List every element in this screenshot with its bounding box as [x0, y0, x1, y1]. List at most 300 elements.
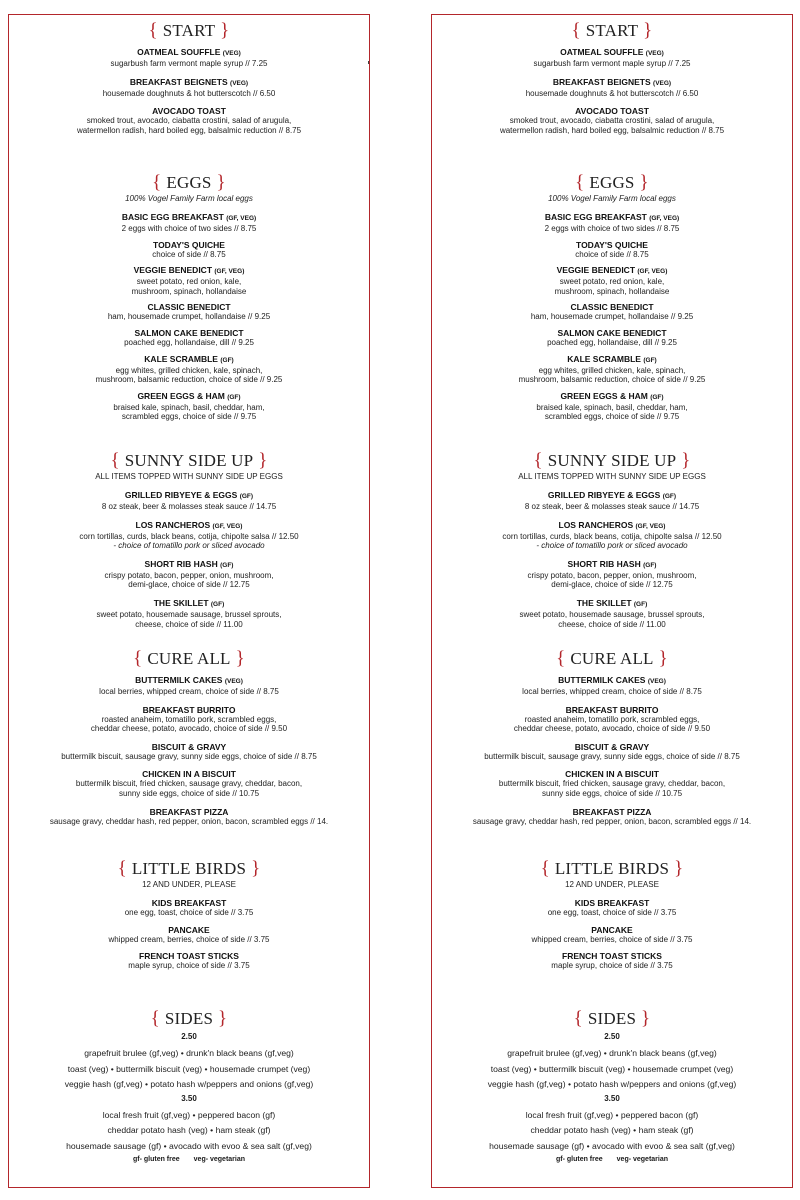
close-brace: }	[669, 858, 684, 879]
section-title	[432, 21, 792, 41]
menu-item-description: 8 oz steak, beer & molasses steak sauce // 14.75	[524, 502, 700, 511]
side-list-line: veggie hash (gf,veg) • potato hash w/peppers and onions (gf,veg)	[487, 1079, 737, 1089]
menu-item	[9, 47, 369, 69]
menu-item-name	[432, 354, 792, 366]
menu-item-name	[432, 106, 792, 116]
menu-item-name-text: LOS RANCHEROS	[135, 519, 211, 530]
menu-item-name	[432, 769, 792, 779]
menu-item	[9, 265, 369, 296]
menu-item-name	[9, 675, 369, 687]
dietary-tag: (VEG)	[653, 79, 672, 87]
menu-item	[9, 490, 369, 512]
menu-item	[9, 807, 369, 827]
open-brace: {	[571, 20, 586, 41]
section-title	[9, 1009, 369, 1029]
menu-item-name-text: OATMEAL SOUFFLE	[137, 47, 221, 57]
close-brace: }	[246, 858, 261, 879]
section-title-text: SUNNY SIDE UP	[124, 451, 254, 470]
menu-item-name	[9, 354, 369, 366]
dietary-tag: (GF)	[210, 600, 225, 608]
dietary-tag: (GF)	[227, 393, 241, 401]
section-title-text: LITTLE BIRDS	[131, 859, 247, 878]
menu-item-description: watermellon radish, hard boiled egg, balsalmic reduction // 8.75	[76, 125, 302, 135]
menu-item-name-text: CLASSIC BENEDICT	[147, 302, 231, 313]
menu-item-description: housemade doughnuts & hot butterscotch // 6.50	[525, 88, 699, 98]
side-list-line: grapefruit brulee (gf,veg) • drunk'n black beans (gf,veg)	[84, 1048, 294, 1058]
menu-item-name-text: CHICKEN IN A BISCUIT	[142, 769, 236, 780]
menu-item-name-text: OATMEAL SOUFFLE	[560, 47, 644, 57]
menu-item	[9, 391, 369, 422]
menu-item-name-text: GREEN EGGS & HAM	[137, 390, 225, 401]
menu-item-description: choice of side // 8.75	[152, 249, 226, 259]
menu-section	[432, 21, 792, 135]
menu-item-name-text: FRENCH TOAST STICKS	[562, 951, 662, 962]
menu-item-name	[432, 598, 792, 610]
menu-item-name-text: GRILLED RIBYEYE & EGGS	[547, 490, 661, 500]
menu-item-name-text: BREAKFAST BURRITO	[142, 704, 236, 715]
menu-item-description: maple syrup, choice of side // 3.75	[128, 961, 250, 971]
menu-item-name	[9, 106, 369, 116]
menu-item	[432, 391, 792, 422]
open-brace: {	[110, 450, 125, 471]
menu-section	[432, 173, 792, 422]
dietary-tag: (VEG)	[645, 50, 664, 57]
menu-item-name	[9, 705, 369, 715]
section-title	[432, 649, 792, 669]
menu-item-description: sausage gravy, cheddar hash, red pepper, onion, bacon, scrambled eggs // 14.	[472, 816, 752, 826]
menu-section	[432, 649, 792, 826]
menu-item	[432, 520, 792, 551]
menu-item-description: smoked trout, avocado, ciabatta crostini, salad of arugula,	[86, 116, 292, 126]
menu-item	[9, 106, 369, 135]
menu-item-name-text: SALMON CAKE BENEDICT	[557, 327, 667, 338]
side-list-line: local fresh fruit (gf,veg) • peppered bacon (gf)	[102, 1109, 276, 1120]
side-list-line: housemade sausage (gf) • avocado with evoo & sea salt (gf,veg)	[66, 1140, 312, 1151]
dietary-tag: (VEG)	[647, 678, 666, 685]
menu-item-name-text: CHICKEN IN A BISCUIT	[565, 769, 659, 780]
side-list-line: toast (veg) • buttermilk biscuit (veg) • housemade crumpet (veg)	[67, 1063, 311, 1074]
menu-item-description: cheddar cheese, potato, avocado, choice of side // 9.50	[513, 724, 711, 734]
menu-item-description: ham, housemade crumpet, hollandaise // 9.25	[530, 312, 694, 322]
menu-item-name	[432, 742, 792, 752]
menu-item-description: whipped cream, berries, choice of side // 3.75	[108, 934, 270, 944]
menu-item-name-text: TODAY'S QUICHE	[576, 239, 648, 250]
menu-item-description: sweet potato, housemade sausage, brussel sprouts,	[96, 609, 282, 619]
menu-item-description: cheese, choice of side // 11.00	[558, 619, 666, 629]
section-title-text: EGGS	[589, 173, 635, 192]
menu-item-description: local berries, whipped cream, choice of side // 8.75	[522, 687, 702, 696]
section-subtitle: 100% Vogel Family Farm local eggs	[125, 194, 253, 203]
menu-item	[432, 47, 792, 69]
menu-item-description: corn tortillas, curds, black beans, cotija, chipolte salsa // 12.50	[502, 531, 722, 541]
section-title	[432, 173, 792, 193]
dietary-tag: (GF, VEG)	[637, 268, 668, 276]
dietary-tag: (VEG)	[230, 79, 249, 87]
menu-item-description: mushroom, spinach, hollandaise	[131, 286, 247, 296]
menu-item-name	[432, 925, 792, 935]
menu-item	[9, 742, 369, 762]
menu-item-name-text: KIDS BREAKFAST	[151, 898, 227, 908]
sides-price: 3.50	[604, 1093, 620, 1103]
menu-item-description: one egg, toast, choice of side // 3.75	[547, 908, 677, 917]
menu-item-description: braised kale, spinach, basil, cheddar, ham,	[536, 402, 688, 412]
open-brace: {	[152, 172, 167, 193]
menu-item	[432, 951, 792, 971]
close-brace: }	[253, 450, 268, 471]
menu-item-name	[9, 807, 369, 817]
menu-item	[432, 490, 792, 512]
legend-entry: gf- gluten free	[132, 1156, 180, 1163]
menu-item-name	[432, 212, 792, 224]
menu-item-description: scrambled eggs, choice of side // 9.75	[121, 412, 257, 422]
menu-item-name-text: SALMON CAKE BENEDICT	[134, 327, 244, 338]
menu-section	[432, 859, 792, 971]
menu-item-name-text: VEGGIE BENEDICT	[556, 265, 636, 276]
menu-item-description: - choice of tomatillo pork or sliced avocado	[536, 541, 688, 551]
menu-item-name	[432, 490, 792, 502]
menu-panel-right	[431, 14, 793, 1188]
menu-item-name	[432, 265, 792, 277]
menu-item-description: sunny side eggs, choice of side // 10.75	[118, 788, 260, 798]
section-title	[9, 859, 369, 879]
close-brace: }	[634, 172, 649, 193]
menu-item-description: - choice of tomatillo pork or sliced avocado	[113, 541, 265, 551]
close-brace: }	[653, 648, 668, 669]
menu-item-name	[9, 898, 369, 908]
menu-item-name	[432, 705, 792, 715]
menu-item-description: 8 oz steak, beer & molasses steak sauce // 14.75	[101, 502, 277, 511]
menu-item-name	[432, 47, 792, 59]
menu-item-name	[432, 675, 792, 687]
menu-item-description: whipped cream, berries, choice of side // 3.75	[531, 934, 693, 944]
menu-item-name-text: THE SKILLET	[576, 597, 632, 608]
dietary-tag: (GF, VEG)	[212, 522, 243, 530]
menu-item-description: sunny side eggs, choice of side // 10.75	[541, 788, 683, 798]
menu-item-name-text: CLASSIC BENEDICT	[570, 302, 654, 313]
menu-item	[9, 898, 369, 918]
menu-item-description: roasted anaheim, tomatillo pork, scrambled eggs,	[524, 714, 700, 724]
menu-item-name-text: BASIC EGG BREAKFAST	[544, 212, 647, 222]
menu-item	[9, 769, 369, 798]
sides-price: 3.50	[181, 1093, 197, 1103]
section-title	[9, 649, 369, 669]
menu-item	[432, 598, 792, 629]
menu-item-name	[432, 520, 792, 532]
menu-item-name-text: THE SKILLET	[153, 597, 209, 608]
menu-item-description: poached egg, hollandaise, dill // 9.25	[124, 337, 254, 347]
menu-item	[432, 925, 792, 945]
menu-item-name	[432, 77, 792, 89]
dietary-tag: (GF, VEG)	[226, 215, 257, 222]
section-subtitle: ALL ITEMS TOPPED WITH SUNNY SIDE UP EGGS	[518, 472, 706, 481]
menu-item-name-text: BISCUIT & GRAVY	[151, 741, 227, 752]
close-brace: }	[638, 20, 653, 41]
legend-entry: veg- vegetarian	[616, 1156, 669, 1163]
dietary-legend	[432, 1155, 792, 1165]
menu-item-name-text: LOS RANCHEROS	[558, 519, 634, 530]
menu-item-description: egg whites, grilled chicken, kale, spinach,	[115, 365, 263, 375]
open-brace: {	[533, 450, 548, 471]
menu-item-name	[9, 925, 369, 935]
dietary-tag: (GF, VEG)	[649, 215, 680, 222]
menu-item	[432, 705, 792, 734]
open-brace: {	[556, 648, 571, 669]
close-brace: }	[215, 20, 230, 41]
menu-item-description: sugarbush farm vermont maple syrup // 7.25	[110, 59, 268, 68]
menu-item-name-text: VEGGIE BENEDICT	[133, 265, 213, 276]
menu-item	[432, 77, 792, 99]
side-list-line: toast (veg) • buttermilk biscuit (veg) • housemade crumpet (veg)	[490, 1063, 734, 1074]
menu-item-name	[432, 328, 792, 338]
section-title-text: START	[585, 21, 639, 40]
menu-item-description: 2 eggs with choice of two sides // 8.75	[544, 224, 680, 233]
menu-item	[9, 925, 369, 945]
menu-section	[9, 859, 369, 971]
menu-item-name	[9, 742, 369, 752]
open-brace: {	[573, 1008, 588, 1029]
dietary-tag: (GF, VEG)	[214, 268, 245, 276]
menu-item-name	[9, 265, 369, 277]
section-title-text: START	[162, 21, 216, 40]
menu-item-description: cheese, choice of side // 11.00	[135, 619, 243, 629]
sides-section	[432, 1009, 792, 1165]
menu-item-name	[9, 77, 369, 89]
legend-entry: veg- vegetarian	[193, 1156, 246, 1163]
menu-item	[432, 769, 792, 798]
menu-item-description: one egg, toast, choice of side // 3.75	[124, 908, 254, 917]
menu-item	[9, 240, 369, 260]
menu-item-name-text: FRENCH TOAST STICKS	[139, 951, 239, 962]
menu-section	[432, 451, 792, 629]
menu-item	[9, 302, 369, 322]
menu-item-description: egg whites, grilled chicken, kale, spinach,	[538, 365, 686, 375]
dietary-legend	[9, 1155, 369, 1165]
section-title-text: CURE ALL	[570, 649, 654, 668]
section-title-text: LITTLE BIRDS	[554, 859, 670, 878]
section-title	[432, 1009, 792, 1029]
menu-item	[9, 951, 369, 971]
menu-item	[432, 212, 792, 234]
menu-item-description: 2 eggs with choice of two sides // 8.75	[121, 224, 257, 233]
menu-item-name-text: PANCAKE	[591, 924, 633, 935]
menu-item-name-text: BUTTERMILK CAKES	[135, 675, 223, 685]
menu-item-description: demi-glace, choice of side // 12.75	[128, 580, 250, 590]
dietary-tag: (GF)	[643, 561, 657, 569]
section-subtitle: 12 AND UNDER, PLEASE	[142, 880, 236, 889]
menu-item-name-text: PANCAKE	[168, 924, 210, 935]
menu-panel-left	[8, 14, 370, 1188]
side-list-line: grapefruit brulee (gf,veg) • drunk'n black beans (gf,veg)	[507, 1048, 717, 1058]
menu-item-name	[9, 240, 369, 250]
menu-item	[432, 742, 792, 762]
menu-item	[432, 328, 792, 348]
menu-item-name	[432, 898, 792, 908]
menu-section	[9, 173, 369, 422]
dietary-tag: (GF)	[220, 561, 234, 569]
menu-item-name	[9, 391, 369, 403]
menu-item-description: buttermilk biscuit, fried chicken, sausage gravy, cheddar, bacon,	[498, 779, 726, 789]
dietary-tag: (VEG)	[222, 50, 241, 57]
menu-item	[432, 240, 792, 260]
menu-item-name-text: KALE SCRAMBLE	[567, 353, 641, 364]
open-brace: {	[575, 172, 590, 193]
section-title	[432, 451, 792, 471]
menu-item-description: crispy potato, bacon, pepper, onion, mushroom,	[527, 570, 697, 580]
side-list-line: cheddar potato hash (veg) • ham steak (gf)	[107, 1125, 271, 1135]
menu-item	[432, 559, 792, 590]
menu-item	[432, 807, 792, 827]
menu-item-description: buttermilk biscuit, sausage gravy, sunny side eggs, choice of side // 8.75	[484, 751, 740, 761]
menu-item-description: crispy potato, bacon, pepper, onion, mushroom,	[104, 570, 274, 580]
dietary-tag: (VEG)	[224, 678, 243, 685]
section-title-text: SUNNY SIDE UP	[547, 451, 677, 470]
open-brace: {	[117, 858, 132, 879]
menu-item-name-text: BREAKFAST PIZZA	[149, 806, 229, 817]
menu-item-name-text: TODAY'S QUICHE	[153, 239, 225, 250]
section-title	[9, 451, 369, 471]
menu-item-description: roasted anaheim, tomatillo pork, scrambled eggs,	[101, 714, 277, 724]
menu-item-description: mushroom, balsamic reduction, choice of side // 9.25	[95, 375, 283, 385]
menu-item-name	[9, 598, 369, 610]
menu-item	[9, 328, 369, 348]
menu-item-name	[432, 391, 792, 403]
menu-item-name-text: AVOCADO TOAST	[575, 106, 649, 117]
section-title-text: SIDES	[164, 1009, 214, 1028]
menu-item-description: corn tortillas, curds, black beans, cotija, chipolte salsa // 12.50	[79, 531, 299, 541]
close-brace: }	[636, 1008, 651, 1029]
menu-item-name	[9, 47, 369, 59]
menu-item	[9, 77, 369, 99]
menu-item-name	[9, 328, 369, 338]
close-brace: }	[230, 648, 245, 669]
menu-item	[9, 598, 369, 629]
menu-item	[9, 354, 369, 385]
dietary-tag: (GF)	[650, 393, 664, 401]
menu-item-description: sausage gravy, cheddar hash, red pepper, onion, bacon, scrambled eggs // 14.	[49, 816, 329, 826]
side-list-line: veggie hash (gf,veg) • potato hash w/peppers and onions (gf,veg)	[64, 1079, 314, 1089]
menu-item-name-text: SHORT RIB HASH	[567, 558, 641, 569]
menu-item	[432, 898, 792, 918]
menu-item	[9, 520, 369, 551]
menu-item-name-text: KALE SCRAMBLE	[144, 353, 218, 364]
menu-item-name-text: BASIC EGG BREAKFAST	[121, 212, 224, 222]
menu-item-description: sugarbush farm vermont maple syrup // 7.25	[533, 59, 691, 68]
menu-item	[9, 212, 369, 234]
menu-item-description: scrambled eggs, choice of side // 9.75	[544, 412, 680, 422]
section-subtitle: ALL ITEMS TOPPED WITH SUNNY SIDE UP EGGS	[95, 472, 283, 481]
menu-item-description: sweet potato, housemade sausage, brussel sprouts,	[519, 609, 705, 619]
dietary-tag: (GF)	[633, 600, 648, 608]
menu-item-description: sweet potato, red onion, kale,	[136, 277, 242, 287]
open-brace: {	[133, 648, 148, 669]
open-brace: {	[150, 1008, 165, 1029]
section-title-text: CURE ALL	[147, 649, 231, 668]
menu-item	[9, 675, 369, 697]
menu-section	[9, 451, 369, 629]
menu-item-name	[432, 559, 792, 571]
menu-item-name	[9, 490, 369, 502]
section-title-text: SIDES	[587, 1009, 637, 1028]
dietary-tag: (GF)	[239, 493, 254, 500]
side-list-line: local fresh fruit (gf,veg) • peppered bacon (gf)	[525, 1109, 699, 1120]
sides-section	[9, 1009, 369, 1165]
menu-item-name-text: BREAKFAST PIZZA	[572, 806, 652, 817]
menu-item	[9, 559, 369, 590]
menu-item	[432, 265, 792, 296]
menu-item-name	[9, 951, 369, 961]
menu-item-name	[9, 559, 369, 571]
dietary-tag: (GF)	[220, 356, 234, 364]
menu-item-description: ham, housemade crumpet, hollandaise // 9.25	[107, 312, 271, 322]
close-brace: }	[211, 172, 226, 193]
dietary-tag: (GF)	[643, 356, 657, 364]
menu-item	[432, 106, 792, 135]
menu-item-description: buttermilk biscuit, sausage gravy, sunny side eggs, choice of side // 8.75	[61, 751, 317, 761]
menu-item	[432, 675, 792, 697]
menu-item-description: cheddar cheese, potato, avocado, choice of side // 9.50	[90, 724, 288, 734]
side-list-line: housemade sausage (gf) • avocado with evoo & sea salt (gf,veg)	[489, 1140, 735, 1151]
dietary-tag: (GF)	[662, 493, 677, 500]
sides-price: 2.50	[604, 1032, 620, 1041]
menu-item-name-text: KIDS BREAKFAST	[574, 898, 650, 908]
section-title	[9, 21, 369, 41]
menu-item-name	[9, 520, 369, 532]
menu-section	[9, 649, 369, 826]
menu-item-description: poached egg, hollandaise, dill // 9.25	[547, 337, 677, 347]
section-subtitle: 12 AND UNDER, PLEASE	[565, 880, 659, 889]
menu-item-description: choice of side // 8.75	[575, 249, 649, 259]
menu-item-name	[432, 302, 792, 312]
menu-item-name-text: SHORT RIB HASH	[144, 558, 218, 569]
menu-item-description: sweet potato, red onion, kale,	[559, 277, 665, 287]
menu-item-name-text: BISCUIT & GRAVY	[574, 741, 650, 752]
menu-item-name	[432, 240, 792, 250]
open-brace: {	[540, 858, 555, 879]
menu-item-description: demi-glace, choice of side // 12.75	[551, 580, 673, 590]
menu-item	[432, 302, 792, 322]
section-title-text: EGGS	[166, 173, 212, 192]
menu-item-description: housemade doughnuts & hot butterscotch // 6.50	[102, 88, 276, 98]
menu-item	[432, 354, 792, 385]
menu-item-name-text: BREAKFAST BURRITO	[565, 704, 659, 715]
menu-item-description: braised kale, spinach, basil, cheddar, ham,	[113, 402, 265, 412]
menu-item-description: buttermilk biscuit, fried chicken, sausage gravy, cheddar, bacon,	[75, 779, 303, 789]
menu-item-name	[9, 212, 369, 224]
section-title	[432, 859, 792, 879]
menu-section	[9, 21, 369, 135]
menu-item-description: smoked trout, avocado, ciabatta crostini, salad of arugula,	[509, 116, 715, 126]
menu-item-name-text: BREAKFAST BEIGNETS	[552, 76, 651, 87]
menu-item-description: maple syrup, choice of side // 3.75	[551, 961, 673, 971]
menu-item-name	[432, 951, 792, 961]
menu-item-description: local berries, whipped cream, choice of side // 8.75	[99, 687, 279, 696]
section-title	[9, 173, 369, 193]
menu-item-name-text: BUTTERMILK CAKES	[558, 675, 646, 685]
menu-item-description: watermellon radish, hard boiled egg, balsalmic reduction // 8.75	[499, 125, 725, 135]
legend-entry: gf- gluten free	[555, 1156, 603, 1163]
menu-item-description: mushroom, balsamic reduction, choice of side // 9.25	[518, 375, 706, 385]
open-brace: {	[148, 20, 163, 41]
menu-item-name-text: GRILLED RIBYEYE & EGGS	[124, 490, 238, 500]
menu-item-name-text: BREAKFAST BEIGNETS	[129, 76, 228, 87]
menu-item-name-text: AVOCADO TOAST	[152, 106, 226, 117]
menu-item-description: mushroom, spinach, hollandaise	[554, 286, 670, 296]
menu-item-name	[9, 769, 369, 779]
menu-item	[9, 705, 369, 734]
dietary-tag: (GF, VEG)	[635, 522, 666, 530]
menu-item-name	[9, 302, 369, 312]
close-brace: }	[676, 450, 691, 471]
